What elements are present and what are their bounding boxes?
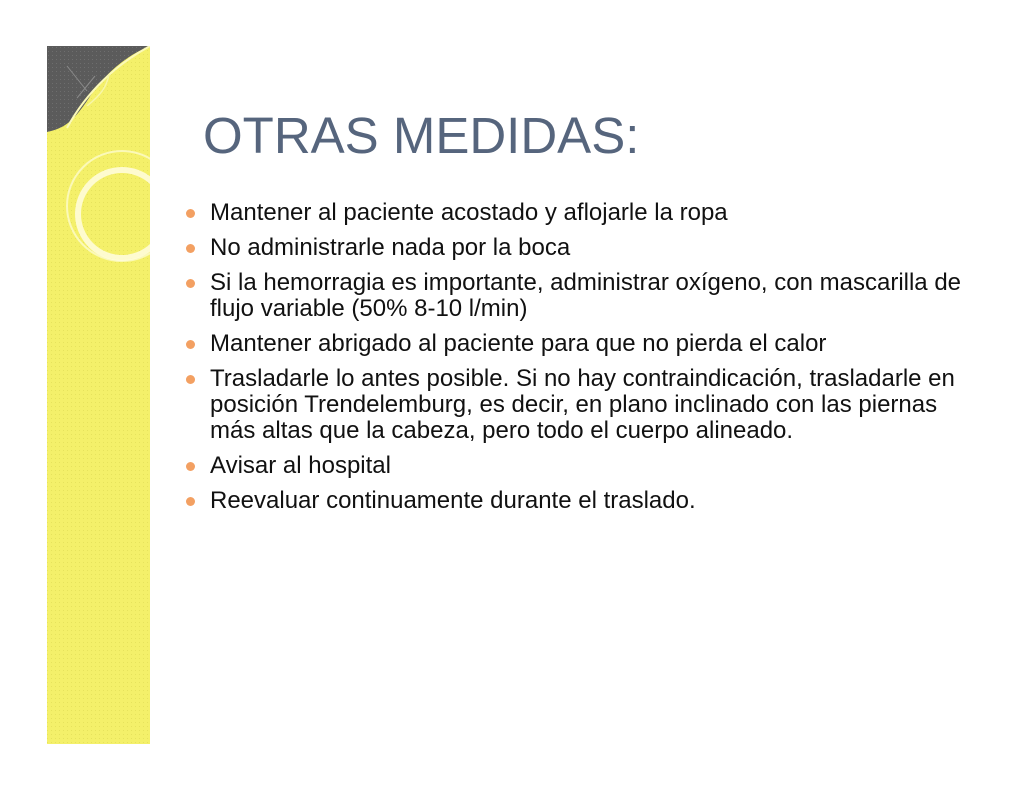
bullet-dot-icon	[186, 497, 195, 506]
bullet-dot-icon	[186, 209, 195, 218]
bullet-dot-icon	[186, 375, 195, 384]
list-item	[186, 331, 976, 357]
bullet-dot-icon	[186, 462, 195, 471]
list-item	[186, 200, 976, 226]
bullet-text: Avisar al hospital	[210, 452, 391, 479]
side-band-graphic	[47, 46, 150, 744]
list-item	[186, 488, 976, 514]
bullet-text: Mantener abrigado al paciente para que no pierda el calor	[210, 330, 827, 357]
bullet-list	[186, 200, 976, 523]
bullet-dot-icon	[186, 244, 195, 253]
list-item	[186, 235, 976, 261]
bullet-text: Trasladarle lo antes posible. Si no hay contraindicación, trasladarle en posición Trendelemburg, es decir, en plano inclinado con las piernas más altas que la cabeza, pero todo el cuerpo alineado.	[210, 365, 955, 444]
bullet-dot-icon	[186, 340, 195, 349]
bullet-dot-icon	[186, 279, 195, 288]
list-item	[186, 366, 976, 444]
decorative-side-band	[47, 46, 150, 744]
slide-title: OTRAS MEDIDAS:	[203, 107, 640, 164]
bullet-text: Si la hemorragia es importante, administrar oxígeno, con mascarilla de flujo variable (50% 8-10 l/min)	[210, 269, 962, 322]
list-item	[186, 270, 976, 322]
bullet-text: Mantener al paciente acostado y aflojarle la ropa	[210, 199, 728, 226]
bullet-text: No administrarle nada por la boca	[210, 234, 571, 261]
bullet-text: Reevaluar continuamente durante el traslado.	[210, 487, 696, 514]
list-item	[186, 453, 976, 479]
